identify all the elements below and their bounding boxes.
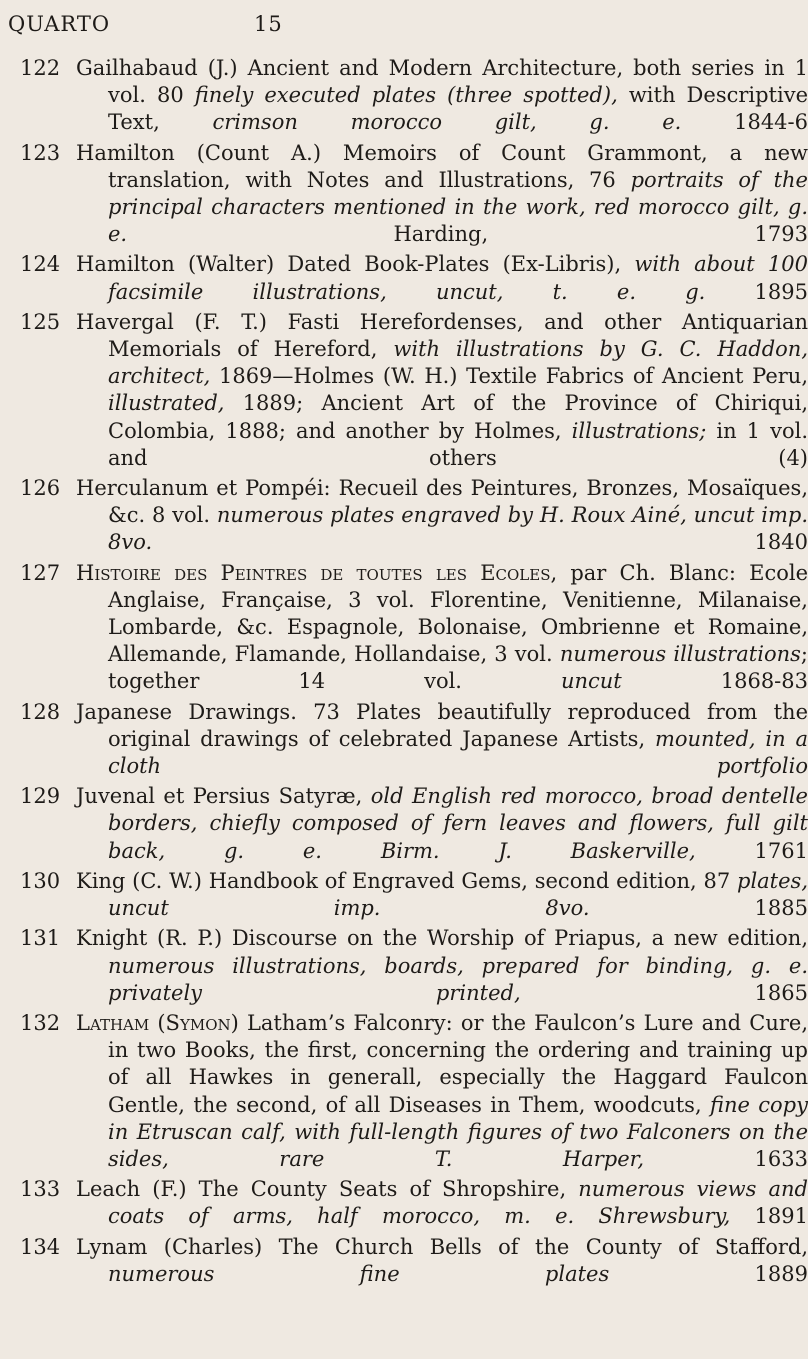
entry-text: Japanese Drawings. 73 Plates beautifully reproduced from the original drawings of celebrated Japanese Artists, mounted, in a cloth portfolio (76, 699, 808, 779)
lot-number: 133 (20, 1177, 61, 1202)
lot-number: 123 (20, 140, 61, 165)
lot-number: 126 (20, 476, 61, 501)
entry-text: Herculanum et Pompéi: Recueil des Peintures, Bronzes, Mosaïques, &c. 8 vol. numerous plates engraved by H. Roux Ainé, uncut imp. 8vo. 1840 (76, 476, 808, 555)
entry-text: Lynam (Charles) The Church Bells of the County of Stafford, numerous fine plates 1889 (76, 1234, 808, 1286)
catalogue-entry (0, 925, 808, 1007)
lot-number: 130 (20, 868, 61, 893)
entry-text: King (C. W.) Handbook of Engraved Gems, second edition, 87 plates, uncut imp. 8vo. 1885 (76, 868, 808, 921)
lot-number: 125 (20, 309, 61, 334)
lot-number: 128 (20, 699, 61, 724)
catalogue-entry (0, 1234, 808, 1288)
entry-text: Havergal (F. T.) Fasti Herefordenses, and other Antiquarian Memorials of Hereford, with illustrations by G. C. Haddon, architect, 1869—Holmes (W. H.) Textile Fabrics of Ancient Peru, illustrated, 1889; Ancient Art of the Province of Chiriqui, Colombia, 1888; and another by Holmes, illustrations; in 1 vol. and others (4) (76, 309, 808, 470)
catalogue-entry (0, 783, 808, 865)
lot-number: 129 (20, 784, 61, 809)
lot-number: 132 (20, 1010, 61, 1035)
lot-number: 124 (20, 252, 61, 277)
entry-text: Latham (Symon) Latham’s Falconry: or the Faulcon’s Lure and Cure, in two Books, the first, concerning the ordering and training up of all Hawkes in generall, especially the Haggard Faulcon Gentle, the second, of all Diseases in Them, woodcuts, fine copy in Etruscan calf, with full-length figures of two Falconers on the sides, rare T. Harper, 1633 (76, 1010, 808, 1171)
catalogue-entry (0, 475, 808, 557)
lot-number: 122 (20, 56, 61, 80)
page-number: 15 (254, 12, 283, 36)
catalogue-entry (0, 868, 808, 922)
lot-number: 131 (20, 926, 61, 951)
lot-number: 134 (20, 1234, 61, 1259)
catalogue-entry (0, 560, 808, 696)
catalogue-entry (0, 699, 808, 781)
catalogue-entry (0, 1010, 808, 1173)
entry-text: Hamilton (Walter) Dated Book-Plates (Ex-Libris), with about 100 facsimile illustrations, uncut, t. e. g. 1895 (76, 252, 808, 304)
section-title: QUARTO (8, 12, 111, 36)
lot-number: 127 (20, 560, 61, 585)
entry-text: Hamilton (Count A.) Memoirs of Count Grammont, a new translation, with Notes and Illustrations, 76 portraits of the principal characters mentioned in the work, red morocco gilt, g. e. Harding, 1793 (76, 140, 808, 247)
entry-text: Knight (R. P.) Discourse on the Worship of Priapus, a new edition, numerous illustrations, boards, prepared for binding, g. e. privately printed, 1865 (76, 926, 808, 1005)
catalogue-entry (0, 55, 808, 137)
entry-text: Gailhabaud (J.) Ancient and Modern Architecture, both series in 1 vol. 80 finely executed plates (three spotted), with Descriptive Text, crimson morocco gilt, g. e. 1844-6 (76, 56, 808, 135)
entry-text: Histoire des Peintres de toutes les Ecoles, par Ch. Blanc: Ecole Anglaise, Française, 3 vol. Florentine, Venitienne, Milanaise, Lombarde, &c. Espagnole, Bolonaise, Ombrienne et Romaine, Allemande, Flamande, Hollandaise, 3 vol. numerous illustrations; together 14 vol. uncut 1868-83 (76, 560, 808, 694)
entry-text: Juvenal et Persius Satyræ, old English red morocco, broad dentelle borders, chiefly composed of fern leaves and flowers, full gilt back, g. e. Birm. J. Baskerville, 1761 (76, 784, 808, 863)
catalogue-entry (0, 1176, 808, 1230)
catalogue-entry (0, 251, 808, 305)
catalogue-entry (0, 309, 808, 472)
entry-text: Leach (F.) The County Seats of Shropshire, numerous views and coats of arms, half morocco, m. e. Shrewsbury, 1891 (76, 1177, 808, 1229)
catalogue-entry (0, 140, 808, 249)
entry-list (0, 55, 808, 1291)
